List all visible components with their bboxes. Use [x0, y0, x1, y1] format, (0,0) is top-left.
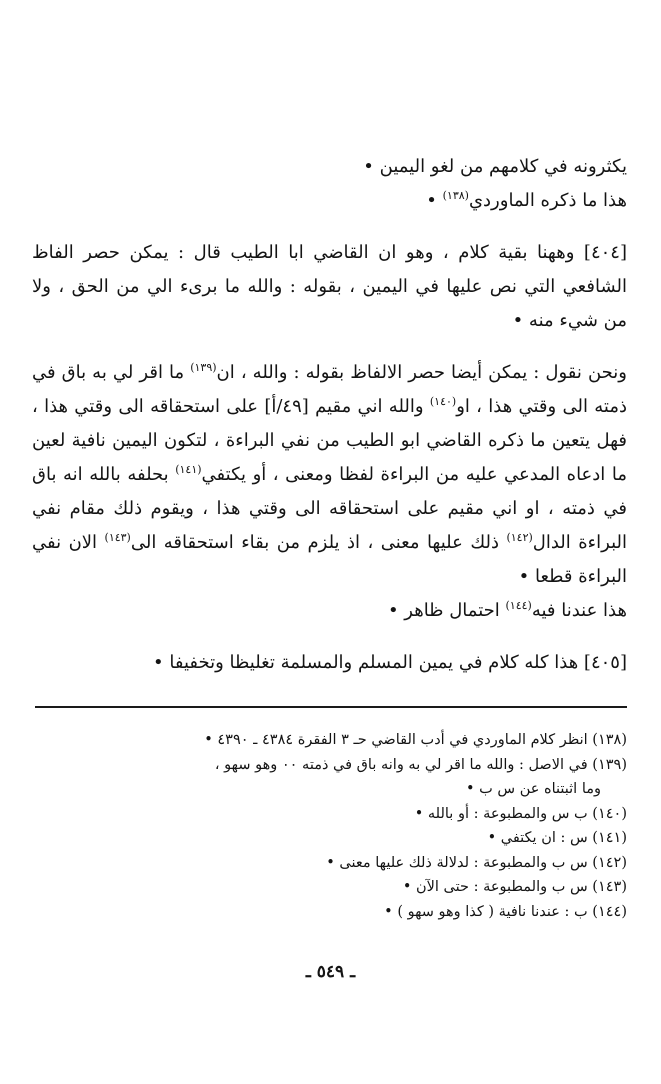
spacer	[32, 218, 627, 236]
footnote-139-continued: وما اثبتناه عن س ب •	[465, 781, 601, 797]
footnote-divider	[35, 706, 627, 708]
text-line: على استحقاقه الى وقتي هذا ، فهل يتعين ما ذكره القاضي ابو الطيب من	[32, 396, 627, 451]
text-line: هذا عندنا فيه	[531, 600, 627, 621]
paragraph	[32, 184, 627, 218]
text-line: بحلفه بالله انه باق في ذمته ، او اني مقيم على	[32, 464, 627, 519]
text-line: [٤٠٤] وههنا بقية كلام ، وهو ان القاضي ابا الطيب قال : يمكن	[129, 242, 627, 263]
footnote-ref: (١٤١)	[175, 463, 202, 476]
text-line: الان نفي البراءة قطعا •	[32, 532, 627, 587]
text-line: نفي البراءة ، لتكون اليمين نافية لعين ما ادعاه المدعي عليه من البراءة لفظا	[32, 430, 627, 485]
text-line: ونحن نقول : يمكن أيضا حصر الالفاظ بقوله : والله ، ان	[216, 362, 627, 383]
text-line: ذلك	[470, 532, 507, 553]
spacer	[32, 338, 627, 356]
footnote-ref: (١٤٣)	[104, 531, 131, 544]
text-line: يكثرونه في كلامهم من لغو اليمين •	[363, 156, 627, 177]
text-line: احتمال ظاهر •	[387, 600, 506, 621]
paragraph	[32, 356, 627, 594]
footnote-ref: (١٤٢)	[506, 531, 533, 544]
footnotes	[32, 728, 627, 924]
footnote-138: (١٣٨) انظر كلام الماوردي في أدب القاضي حـ ٣ الفقرة ٤٣٨٤ ـ ٤٣٩٠ •	[204, 732, 627, 748]
footnote-142: (١٤٢) س ب والمطبوعة : لدلالة ذلك عليها معنى •	[326, 854, 627, 871]
text-line: •	[426, 190, 443, 211]
paragraph	[32, 150, 627, 184]
footnote-ref: (١٣٩)	[190, 361, 217, 374]
text-line: ما اقر لي به باق في ذمته الى وقتي هذا ، او	[32, 362, 627, 417]
footnote-140: (١٤٠) ب س والمطبوعة : أو بالله •	[414, 805, 627, 822]
footnote-ref: (١٤٤)	[505, 599, 532, 612]
footnote-139: (١٣٩) في الاصل : والله ما اقر لي به وانه باق في ذمته ٠٠ وهو سهو ،	[214, 756, 627, 773]
footnote-144: (١٤٤) ب : عندنا نافية ( كذا وهو سهو ) •	[384, 903, 627, 920]
footnote-ref: (١٤٠)	[429, 395, 457, 408]
text-line: والله اني مقيم [٤٩/أ]	[264, 396, 430, 417]
footnote-143: (١٤٣) س ب والمطبوعة : حتى الآن •	[402, 879, 627, 895]
text-line: هذا ما ذكره الماوردي	[468, 190, 627, 211]
paragraph	[32, 594, 627, 628]
section-404	[32, 236, 627, 338]
text-line: ومعنى ، أو يكتفي	[201, 464, 333, 485]
footnote-141: (١٤١) س : ان يكتفي •	[487, 830, 627, 846]
spacer	[32, 628, 627, 646]
text-line: عليها معنى ، اذ يلزم من بقاء استحقاقه الى	[130, 532, 463, 553]
text-line: من الحق ، ولا من شيء منه •	[32, 276, 627, 331]
text-line: استحقاقه الى وقتي هذا ، ويقوم ذلك مقام نفي البراءة الدال	[32, 498, 627, 553]
text-line: [٤٠٥] هذا كله كلام في يمين المسلم والمسلمة تغليظا وتخفيفا •	[153, 652, 627, 673]
section-405	[32, 646, 627, 680]
footnote-ref: (١٣٨)	[442, 189, 469, 202]
text-line: حصر الفاظ الشافعي التي نص عليها في اليمين ، بقوله : والله ما برىء الي	[32, 242, 627, 297]
main-text	[32, 150, 627, 680]
page-number: ـ ٥٤٩ ـ	[305, 962, 356, 982]
